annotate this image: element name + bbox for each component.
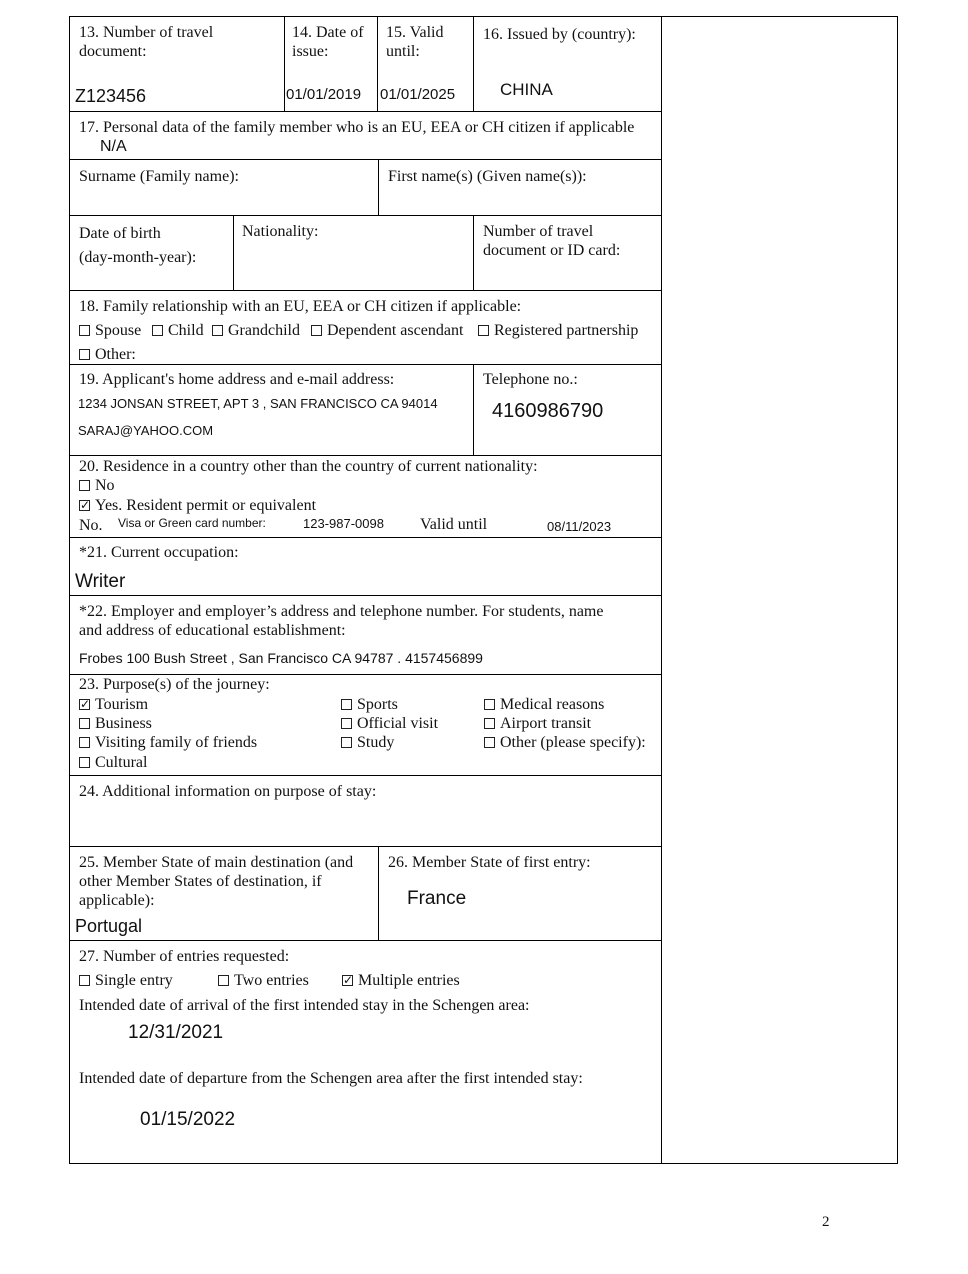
- permit-valid-until-label: Valid until: [420, 516, 488, 533]
- option-dependent-ascendant[interactable]: Dependent ascendant: [311, 321, 463, 340]
- surname-label: Surname (Family name):: [79, 168, 239, 185]
- checkbox-icon: [79, 480, 90, 491]
- checkbox-icon: [79, 757, 90, 768]
- arrival-date-label: Intended date of arrival of the first intended stay in the Schengen area:: [79, 997, 530, 1014]
- email-value: SARAJ@YAHOO.COM: [78, 423, 214, 438]
- home-address-value: 1234 JONSAN STREET, APT 3 , SAN FRANCISCO CA 94014: [78, 396, 438, 411]
- option-study[interactable]: Study: [341, 733, 394, 752]
- option-residence-yes[interactable]: ✓Yes. Resident permit or equivalent: [79, 496, 316, 515]
- option-grandchild[interactable]: Grandchild: [212, 321, 300, 340]
- checkbox-icon: [218, 975, 229, 986]
- checkbox-icon: [341, 718, 352, 729]
- page-number: 2: [822, 1214, 830, 1230]
- nationality-label: Nationality:: [242, 223, 319, 240]
- option-child[interactable]: Child: [152, 321, 204, 340]
- checkbox-icon: [484, 737, 495, 748]
- checkbox-icon: [341, 699, 352, 710]
- visa-number-label: Visa or Green card number:: [118, 516, 266, 530]
- departure-date-label: Intended date of departure from the Schengen area after the first intended stay:: [79, 1070, 583, 1087]
- checkbox-icon: [79, 349, 90, 360]
- option-residence-no[interactable]: No: [79, 476, 115, 495]
- family-member-value: N/A: [100, 138, 127, 155]
- family-member-label: 17. Personal data of the family member who is an EU, EEA or CH citizen if applicable: [79, 119, 635, 136]
- occupation-value: Writer: [75, 571, 126, 592]
- date-issue-label: 14. Date of issue:: [292, 24, 364, 60]
- checkbox-icon: [79, 737, 90, 748]
- telephone-label: Telephone no.:: [483, 371, 578, 388]
- relationship-label: 18. Family relationship with an EU, EEA or CH citizen if applicable:: [79, 298, 522, 315]
- family-travel-doc-label: Number of travel document or ID card:: [483, 223, 621, 259]
- valid-until-value: 01/01/2025: [380, 86, 456, 103]
- option-registered-partnership[interactable]: Registered partnership: [478, 321, 638, 340]
- option-multiple-entries[interactable]: ✓ Multiple entries: [342, 971, 460, 990]
- date-issue-value: 01/01/2019: [286, 86, 362, 103]
- residence-label: 20. Residence in a country other than the country of current nationality:: [79, 458, 538, 475]
- checkbox-icon: [79, 975, 90, 986]
- option-visiting-family[interactable]: Visiting family of friends: [79, 733, 257, 752]
- valid-until-label: 15. Valid until:: [386, 24, 444, 60]
- purpose-label: 23. Purpose(s) of the journey:: [79, 676, 270, 693]
- occupation-label: *21. Current occupation:: [79, 544, 239, 561]
- option-spouse[interactable]: Spouse: [79, 321, 141, 340]
- arrival-date-value: 12/31/2021: [128, 1022, 224, 1043]
- entries-label: 27. Number of entries requested:: [79, 948, 290, 965]
- checkbox-icon: [79, 325, 90, 336]
- option-cultural[interactable]: Cultural: [79, 753, 147, 772]
- checked-checkbox-icon: [79, 699, 90, 710]
- travel-doc-value: Z123456: [75, 86, 147, 106]
- visa-number-value: 123-987-0098: [303, 516, 384, 531]
- option-business[interactable]: Business: [79, 714, 152, 733]
- option-sports[interactable]: Sports: [341, 695, 398, 714]
- home-address-label: 19. Applicant's home address and e-mail address:: [79, 371, 395, 388]
- departure-date-value: 01/15/2022: [140, 1109, 236, 1130]
- permit-no-label: No.: [79, 517, 103, 534]
- employer-label: *22. Employer and employer’s address and telephone number. For students, name and address of educational establishment:: [79, 603, 604, 639]
- option-official-visit[interactable]: Official visit: [341, 714, 438, 733]
- employer-value: Frobes 100 Bush Street , San Francisco CA 94787 . 4157456899: [79, 650, 483, 666]
- option-other-purpose[interactable]: Other (please specify):: [484, 733, 646, 752]
- option-medical-reasons[interactable]: Medical reasons: [484, 695, 604, 714]
- option-other[interactable]: Other:: [79, 345, 136, 364]
- travel-doc-label: 13. Number of travel document:: [79, 24, 214, 60]
- checkbox-icon: [484, 699, 495, 710]
- checkbox-icon: [311, 325, 322, 336]
- option-tourism[interactable]: ✓Tourism: [79, 695, 148, 714]
- issued-by-value: CHINA: [500, 80, 553, 99]
- checkbox-icon: [484, 718, 495, 729]
- checkbox-icon: [341, 737, 352, 748]
- additional-info-label: 24. Additional information on purpose of stay:: [79, 783, 377, 800]
- telephone-value: 4160986790: [492, 400, 604, 422]
- checked-checkbox-icon: [79, 500, 90, 511]
- checkbox-icon: [152, 325, 163, 336]
- first-entry-label: 26. Member State of first entry:: [388, 854, 591, 871]
- checked-checkbox-icon: [342, 975, 353, 986]
- issued-by-label: 16. Issued by (country):: [483, 26, 636, 43]
- option-single-entry[interactable]: Single entry: [79, 971, 173, 990]
- checkbox-icon: [79, 718, 90, 729]
- main-destination-value: Portugal: [75, 916, 143, 936]
- permit-valid-until-value: 08/11/2023: [547, 519, 612, 534]
- main-destination-label: 25. Member State of main destination (and other Member States of destination, if applicable):: [79, 854, 354, 909]
- first-entry-value: France: [407, 888, 467, 909]
- checkbox-icon: [478, 325, 489, 336]
- option-two-entries[interactable]: Two entries: [218, 971, 309, 990]
- checkbox-icon: [212, 325, 223, 336]
- dob-label: Date of birth (day-month-year):: [79, 225, 197, 266]
- option-airport-transit[interactable]: Airport transit: [484, 714, 591, 733]
- firstname-label: First name(s) (Given name(s)):: [388, 168, 587, 185]
